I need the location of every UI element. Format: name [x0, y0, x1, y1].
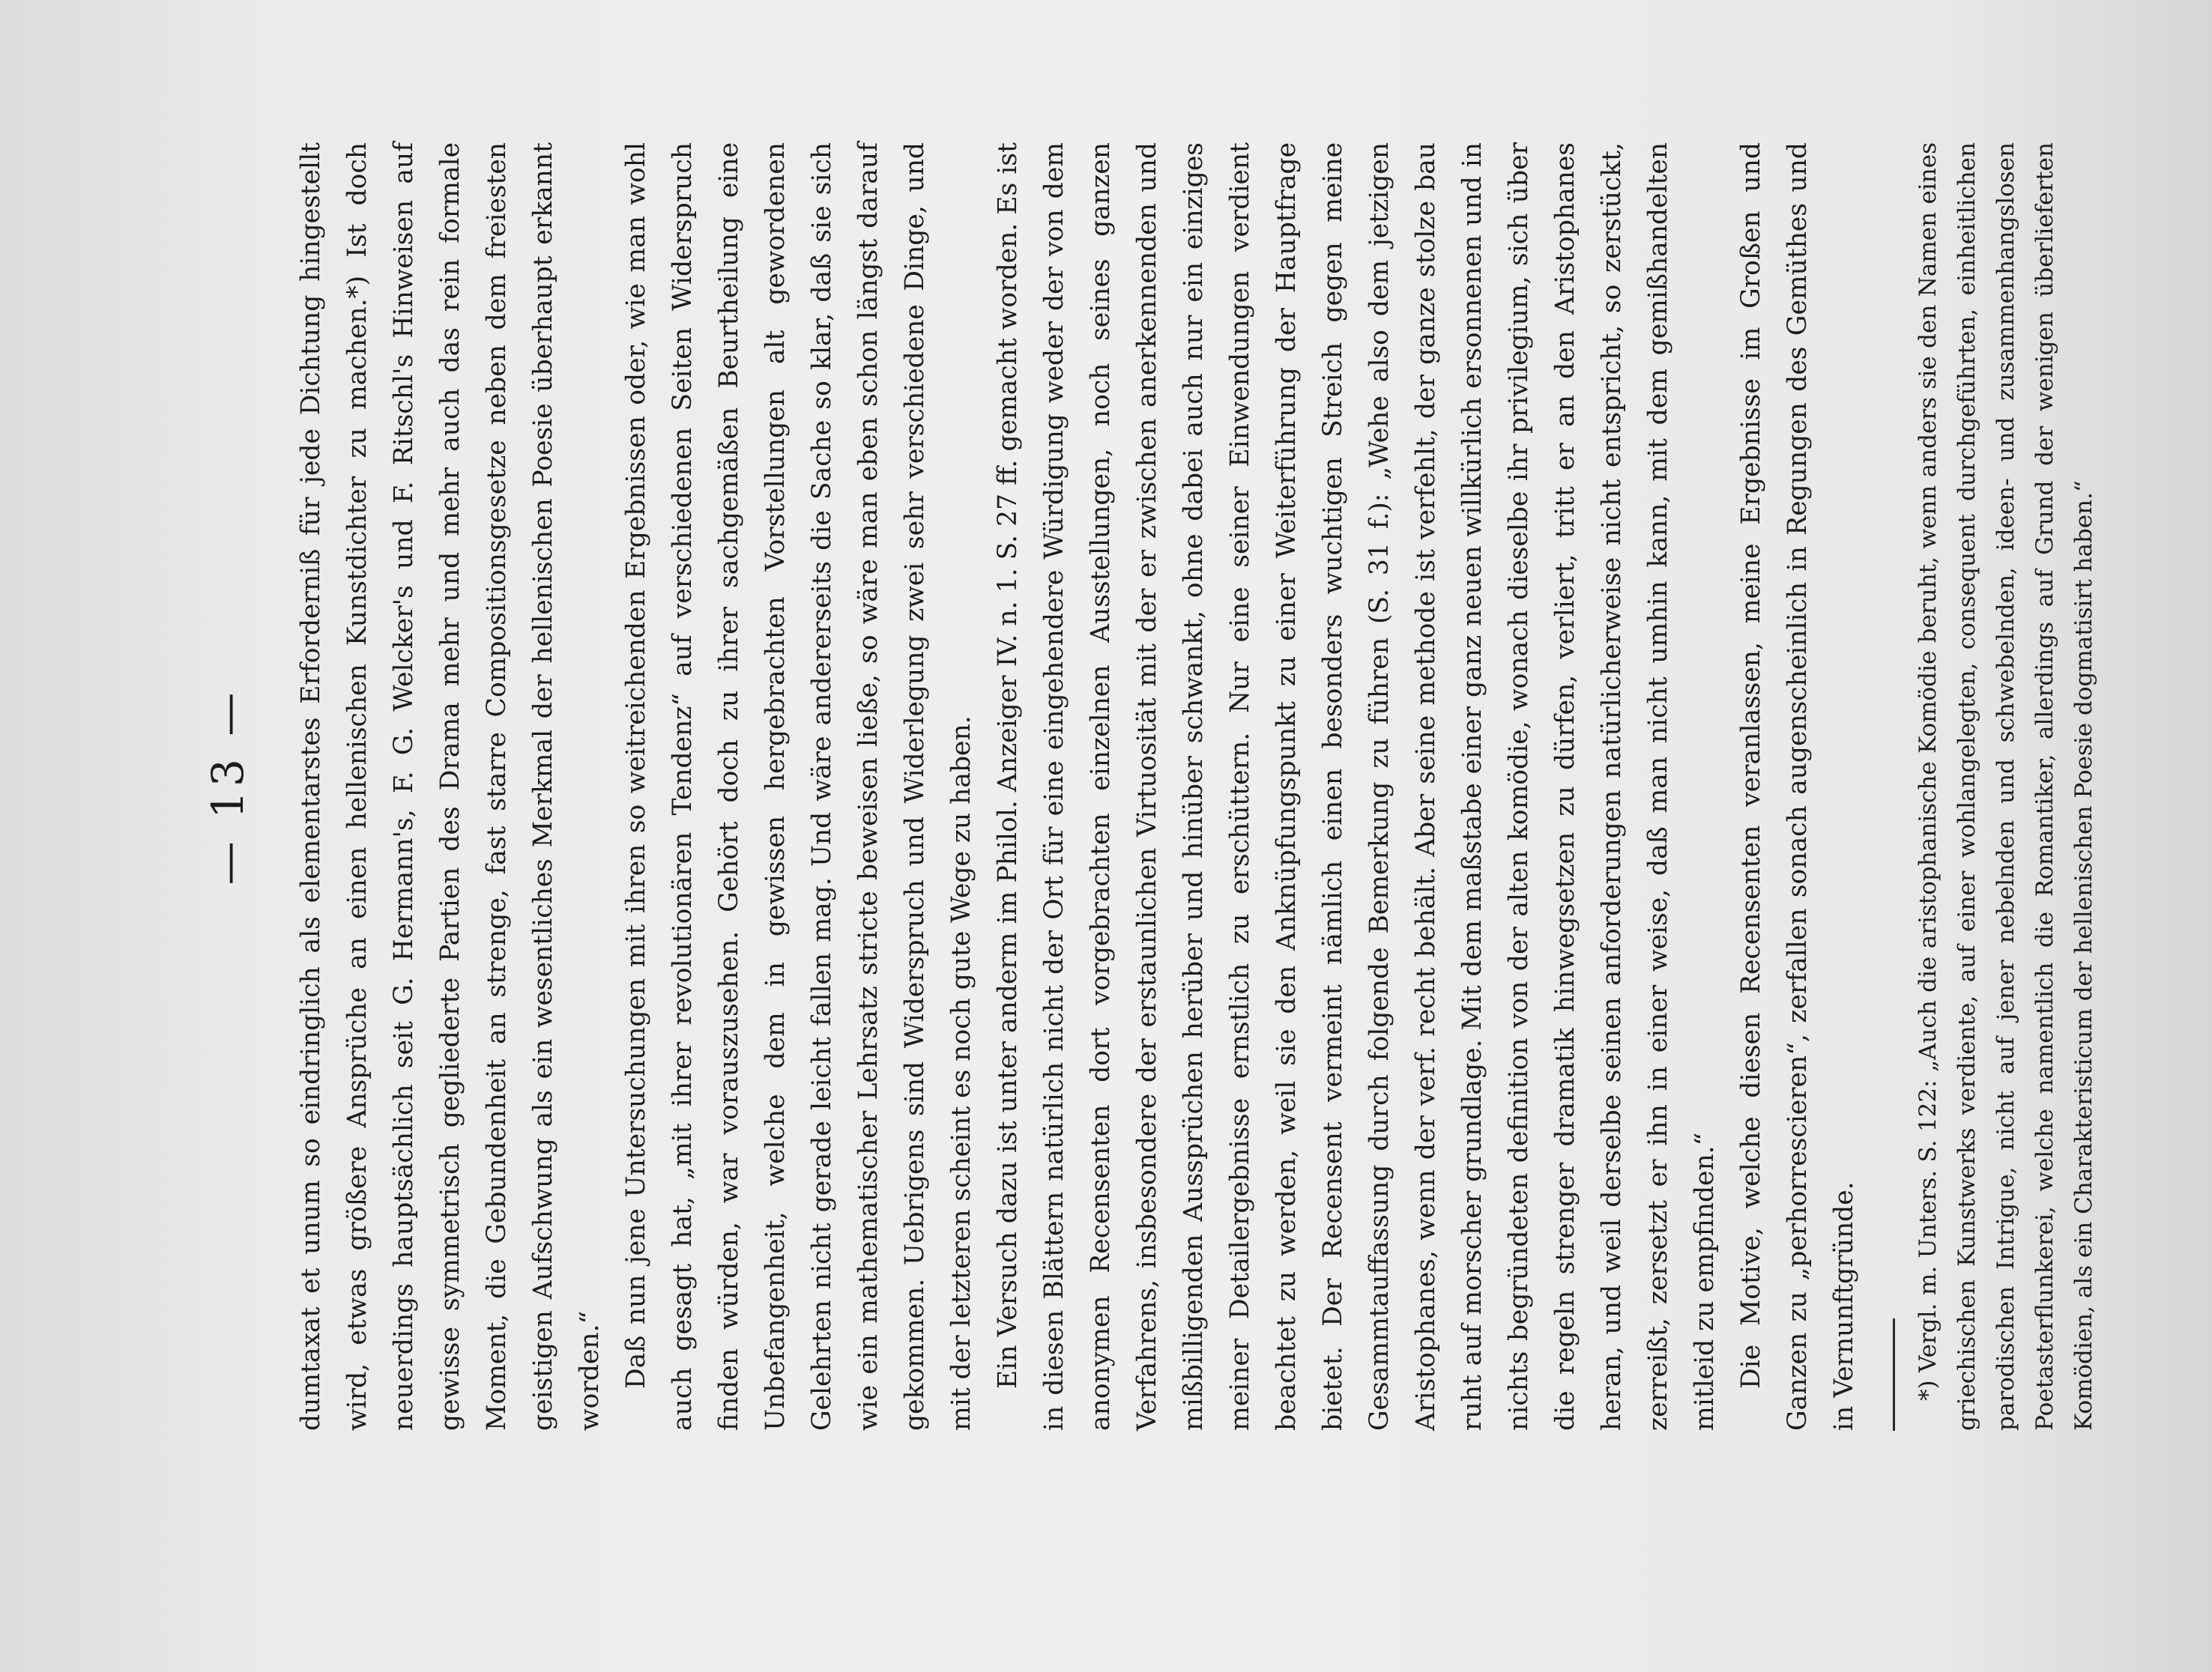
body-text [288, 142, 1867, 1431]
paragraph-4: Die Motive, welche diesen Recensenten veranlassen, meine Ergebnisse im Großen und Ganzen zu „perhorrescieren“, zerfallen sonach augenscheinlich in Regungen des Gemüthes und in Vernunftgründe. [1736, 142, 1859, 1431]
footnote-divider [1893, 1318, 1895, 1431]
paragraph-3: Ein Versuch dazu ist unter anderm im Philol. Anzeiger IV. n. 1. S. 27 ff. gemacht worden. Es ist in diesen Blättern natürlich nicht der Ort für eine eingehendere Würdigung weder der von dem anonymen Recensenten dort vorgebrachten einzelnen Ausstellungen, noch seines ganzen Verfahrens, insbesondere der erstaunlichen Virtuosität mit der er zwischen anerkennenden und mißbilligenden Aussprüchen herüber und hinüber schwankt, ohne dabei auch nur ein einziges meiner Detailergebnisse ernstlich zu erschüttern. Nur eine seiner Einwendungen verdient beachtet zu werden, weil sie den Anknüpfungspunkt zu einer Weiterführung der Hauptfrage bietet. Der Recensent vermeint nämlich einen besonders wuchtigen Streich gegen meine Gesammtauffassung durch folgende Bemerkung zu führen (S. 31 f.): „Wehe also dem jetzigen Aristophanes, wenn der verf. recht behält. Aber seine methode ist verfehlt, der ganze stolze bau ruht auf morscher grundlage. Mit dem maßstabe einer ganz neuen willkürlich ersonnenen und in nichts begründeten definition von der alten komödie, wonach dieselbe ihr privilegium, sich über die regeln strenger dramatik hinwegsetzen zu dürfen, verliert, tritt er an den Aristophanes heran, und weil derselbe seinen anforderungen natürlicherweise nicht entspricht, so zerstückt, zerreißt, zersetzt er ihn in einer weise, daß man nicht umhin kann, mit dem gemißhandelten mitleid zu empfinden.“ [993, 142, 1720, 1431]
paragraph-1: dumtaxat et unum so eindringlich als elementarstes Erforderniß für jede Dichtung hingestellt wird, etwas größere Ansprüche an einen hellenischen Kunstdichter zu machen.*) Ist doch neuerdings hauptsächlich seit G. Hermann's, F. G. Welcker's und F. Ritschl's Hinweisen auf gewisse symmetrisch gegliederte Partien des Drama mehr und mehr auch das rein formale Moment, die Gebundenheit an strenge, fast starre Compositionsgesetze neben dem freiesten geistigen Aufschwung als ein wesentliches Merkmal der hellenischen Poesie überhaupt erkannt worden.“ [296, 142, 605, 1431]
paragraph-2: Daß nun jene Untersuchungen mit ihren so weitreichenden Ergebnissen oder, wie man wohl auch gesagt hat, „mit ihrer revolutionären Tendenz“ auf verschiedenen Seiten Widerspruch finden würden, war vorauszusehen. Gehört doch zu ihrer sachgemäßen Beurtheilung eine Unbefangenheit, welche dem in gewissen hergebrachten Vorstellungen alt gewordenen Gelehrten nicht gerade leicht fallen mag. Und wäre andererseits die Sache so klar, daß sie sich wie ein mathematischer Lehrsatz stricte beweisen ließe, so wäre man eben schon längst darauf gekommen. Uebrigens sind Widerspruch und Widerlegung zwei sehr verschiedene Dinge, und mit der letzteren scheint es noch gute Wege zu haben. [621, 142, 976, 1431]
page-number: — 13 — [202, 688, 253, 885]
rotated-text-block [202, 142, 2097, 1431]
footnote: *) Vergl. m. Unters. S. 122: „Auch die aristophanische Komödie beruht, wenn anders sie den Namen eines griechischen Kunstwerks verdiente, auf einer wohlangelegten, consequent durchgeführten, einheitlichen parodischen Intrigue, nicht auf jener nebelnden und schwebelnden, ideen- und zusammenhangslosen Poetasterflunkerei, welche namentlich die Romantiker, allerdings auf Grund der wenigen überlieferten Komödien, als ein Charakteristicum der hellenischen Poesie dogmatisirt haben.“ [1915, 142, 2097, 1431]
